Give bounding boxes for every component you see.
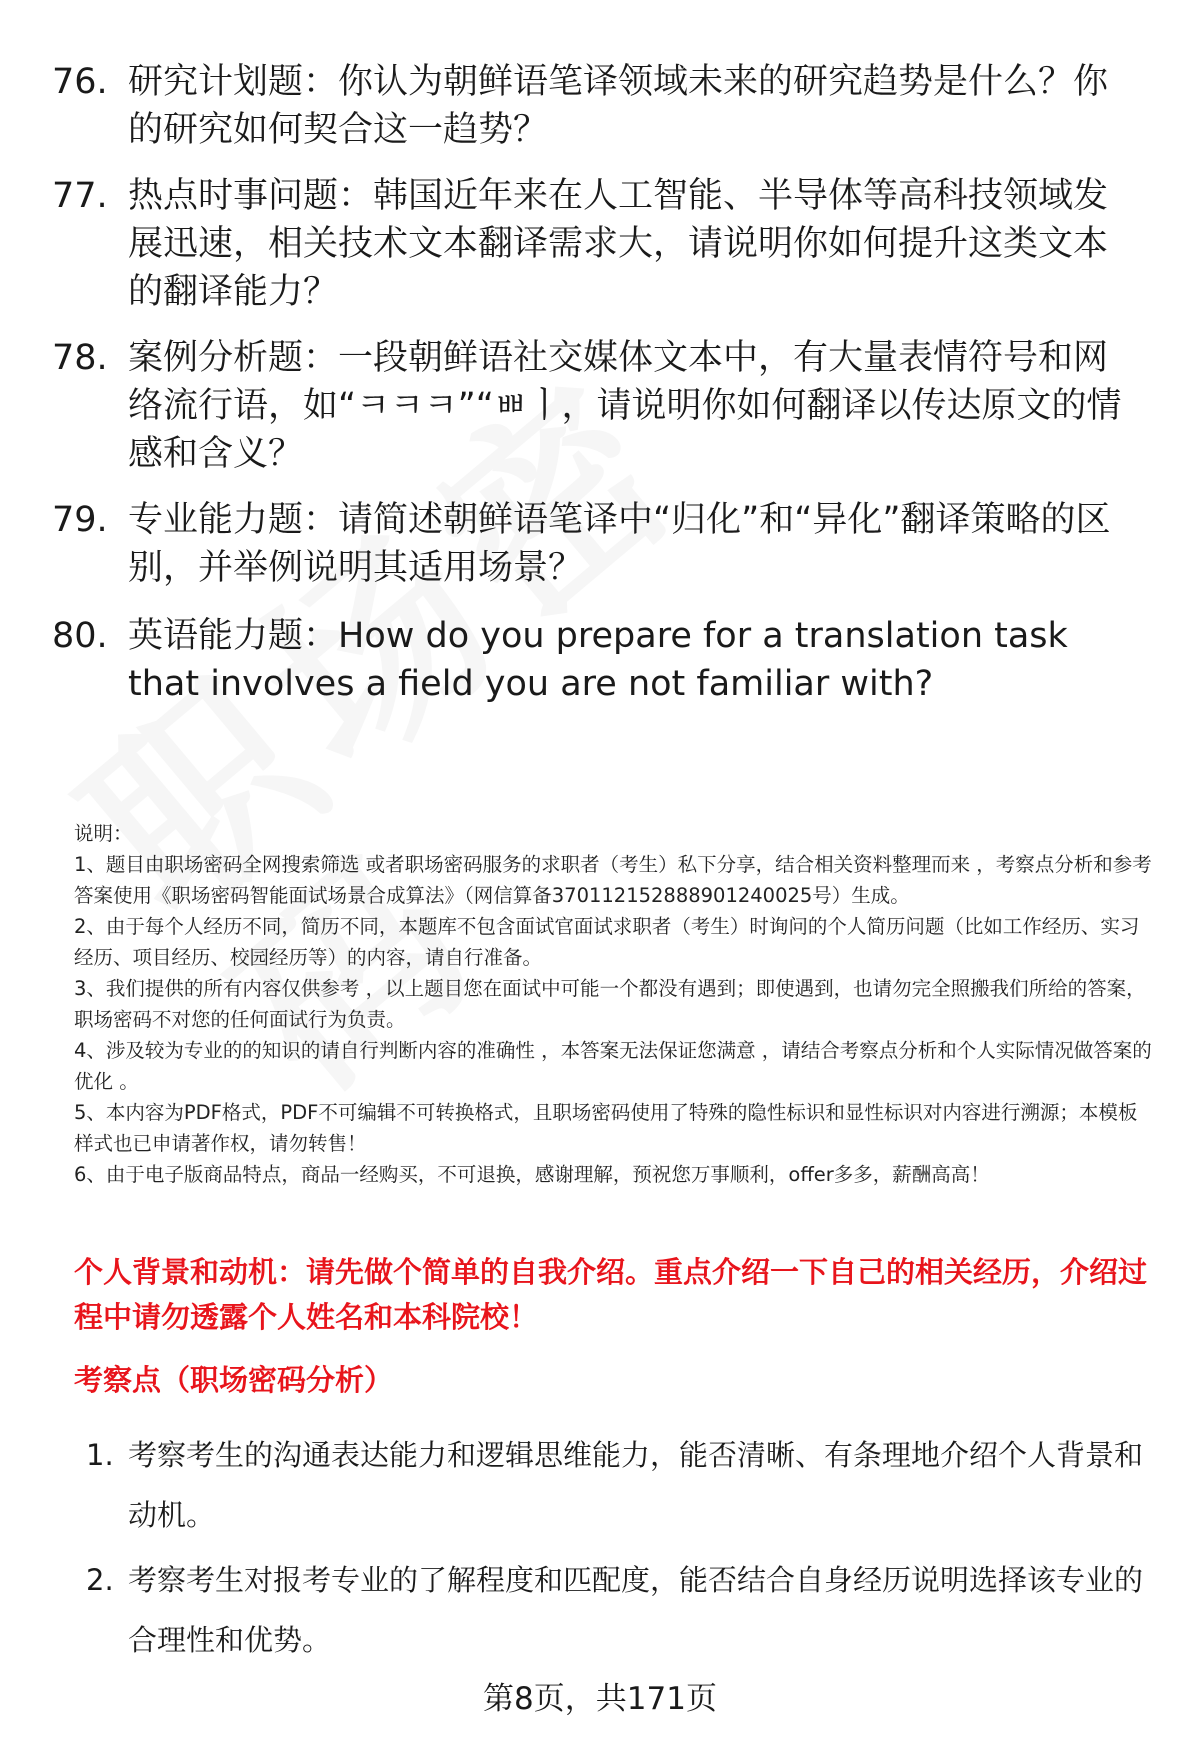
point-text: 考察考生的沟通表达能力和逻辑思维能力，能否清晰、有条理地介绍个人背景和动机。 [128, 1438, 1144, 1532]
point-text: 考察考生对报考专业的了解程度和匹配度，能否结合自身经历说明选择该专业的合理性和优势。 [128, 1563, 1144, 1657]
question-number: 76. [52, 62, 108, 102]
question-76 [52, 58, 1142, 154]
question-text: 热点时事问题：韩国近年来在人工智能、半导体等高科技领域发展迅速，相关技术文本翻译需求大，请说明你如何提升这类文本的翻译能力？ [128, 176, 1109, 312]
question-78 [52, 334, 1142, 478]
note-item: 4、涉及较为专业的的知识的请自行判断内容的准确性 ，本答案无法保证您满意 ，请结合考察点分析和个人实际情况做答案的优化 。 [74, 1039, 1152, 1093]
note-item: 1、题目由职场密码全网搜索筛选 或者职场密码服务的求职者（考生）私下分享，结合相关资料整理而来 ，考察点分析和参考答案使用《职场密码智能面试场景合成算法》（网信算备370112152888901240025号）生成。 [74, 853, 1152, 907]
note-item: 5、本内容为PDF格式，PDF不可编辑不可转换格式，且职场密码使用了特殊的隐性标识和显性标识对内容进行溯源；本模板样式也已申请著作权，请勿转售！ [74, 1101, 1138, 1155]
point-number: 1. [86, 1438, 114, 1472]
note-item: 3、我们提供的所有内容仅供参考 ，以上题目您在面试中可能一个都没有遇到；即使遇到，也请勿完全照搬我们所给的答案，职场密码不对您的任何面试行为负责。 [74, 977, 1146, 1031]
question-80 [52, 612, 1142, 708]
question-number: 79. [52, 500, 108, 540]
question-number: 78. [52, 338, 108, 378]
question-text: 研究计划题：你认为朝鲜语笔译领域未来的研究趋势是什么？你的研究如何契合这一趋势？ [128, 62, 1109, 150]
note-item: 2、由于每个人经历不同，简历不同，本题库不包含面试官面试求职者（考生）时询问的个人简历问题（比如工作经历、实习经历、项目经历、校园经历等）的内容，请自行准备。 [74, 915, 1140, 969]
notes-title: 说明： [74, 822, 133, 845]
section-subheading: 考察点（职场密码分析） [74, 1363, 394, 1397]
question-79 [52, 496, 1142, 592]
point-number: 2. [86, 1563, 114, 1597]
question-text: 英语能力题：How do you prepare for a translation task that involves a field you are not familiar with? [128, 616, 1068, 704]
analysis-point-1 [86, 1425, 1156, 1545]
disclaimer-notes [74, 818, 1154, 1190]
question-text: 案例分析题：一段朝鲜语社交媒体文本中，有大量表情符号和网络流行语，如“ㅋㅋㅋ”“ㅃㅣ，请说明你如何翻译以传达原文的情感和含义？ [128, 338, 1122, 474]
question-number: 77. [52, 176, 108, 216]
question-number: 80. [52, 616, 108, 656]
analysis-point-2 [86, 1550, 1156, 1670]
section-heading: 个人背景和动机：请先做个简单的自我介绍。重点介绍一下自己的相关经历，介绍过程中请勿透露个人姓名和本科院校！ [74, 1255, 1148, 1334]
page-number: 第8页，共171页 [483, 1681, 717, 1717]
note-item: 6、由于电子版商品特点，商品一经购买，不可退换，感谢理解，预祝您万事顺利，offer多多，薪酬高高！ [74, 1163, 990, 1186]
question-text: 专业能力题：请简述朝鲜语笔译中“归化”和“异化”翻译策略的区别，并举例说明其适用场景？ [128, 500, 1111, 588]
question-77 [52, 172, 1142, 316]
